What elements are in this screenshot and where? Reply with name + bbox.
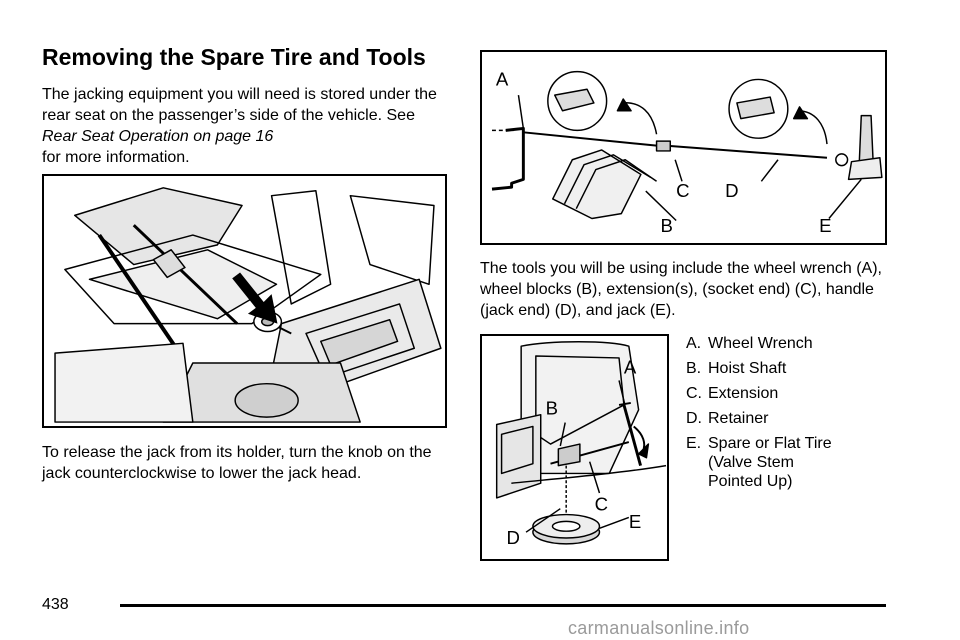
- legend-text: Retainer: [708, 410, 769, 427]
- legend-text: Hoist Shaft: [708, 360, 787, 377]
- watermark: carmanualsonline.info: [568, 618, 750, 638]
- legend-item: [686, 409, 886, 428]
- spare-label-d: D: [506, 526, 520, 548]
- tools-label-e: E: [819, 215, 832, 237]
- tools-label-b: B: [660, 215, 673, 237]
- page-title: Removing the Spare Tire and Tools: [42, 44, 426, 70]
- spare-label-b: B: [545, 397, 559, 419]
- legend-text: Extension: [708, 385, 779, 402]
- legend-letter: B.: [686, 360, 702, 377]
- spare-tire-legend: [686, 334, 886, 497]
- spare-tire-illustration: [480, 334, 669, 561]
- jacking-tools-illustration: [480, 50, 887, 245]
- spare-label-a: A: [623, 356, 637, 378]
- legend-item: [686, 334, 886, 353]
- legend-item: [686, 359, 886, 378]
- footer-rule: [120, 604, 886, 607]
- page-number: 438: [42, 596, 69, 613]
- intro-text: The jacking equipment you will need is stored under the rear seat on the passenger’s side of the vehicle. See: [42, 86, 437, 124]
- tools-label-c: C: [676, 179, 690, 201]
- legend-text: Wheel Wrench: [708, 335, 813, 352]
- jack-storage-illustration: [42, 174, 447, 428]
- legend-text: Spare or Flat Tire (Valve Stem Pointed Up): [708, 435, 832, 490]
- legend-letter: C.: [686, 385, 702, 402]
- spare-label-e: E: [628, 511, 642, 533]
- intro-after-text: for more information.: [42, 149, 190, 166]
- legend-item: [686, 384, 886, 403]
- legend-letter: E.: [686, 435, 702, 452]
- spare-label-c: C: [594, 493, 608, 515]
- legend-letter: A.: [686, 335, 702, 352]
- tools-paragraph: The tools you will be using include the wheel wrench (A), wheel blocks (B), extension(s), (socket end) (C), handle (jack end) (D), and jack (E).: [480, 260, 882, 319]
- tools-label-d: D: [725, 179, 739, 201]
- intro-paragraph: [42, 84, 452, 168]
- release-paragraph: To release the jack from its holder, turn the knob on the jack counterclockwise to lower the jack head.: [42, 444, 432, 482]
- legend-item: [686, 434, 886, 491]
- tools-label-a: A: [495, 68, 509, 90]
- intro-page-reference: Rear Seat Operation on page 16: [42, 128, 274, 145]
- legend-letter: D.: [686, 410, 702, 427]
